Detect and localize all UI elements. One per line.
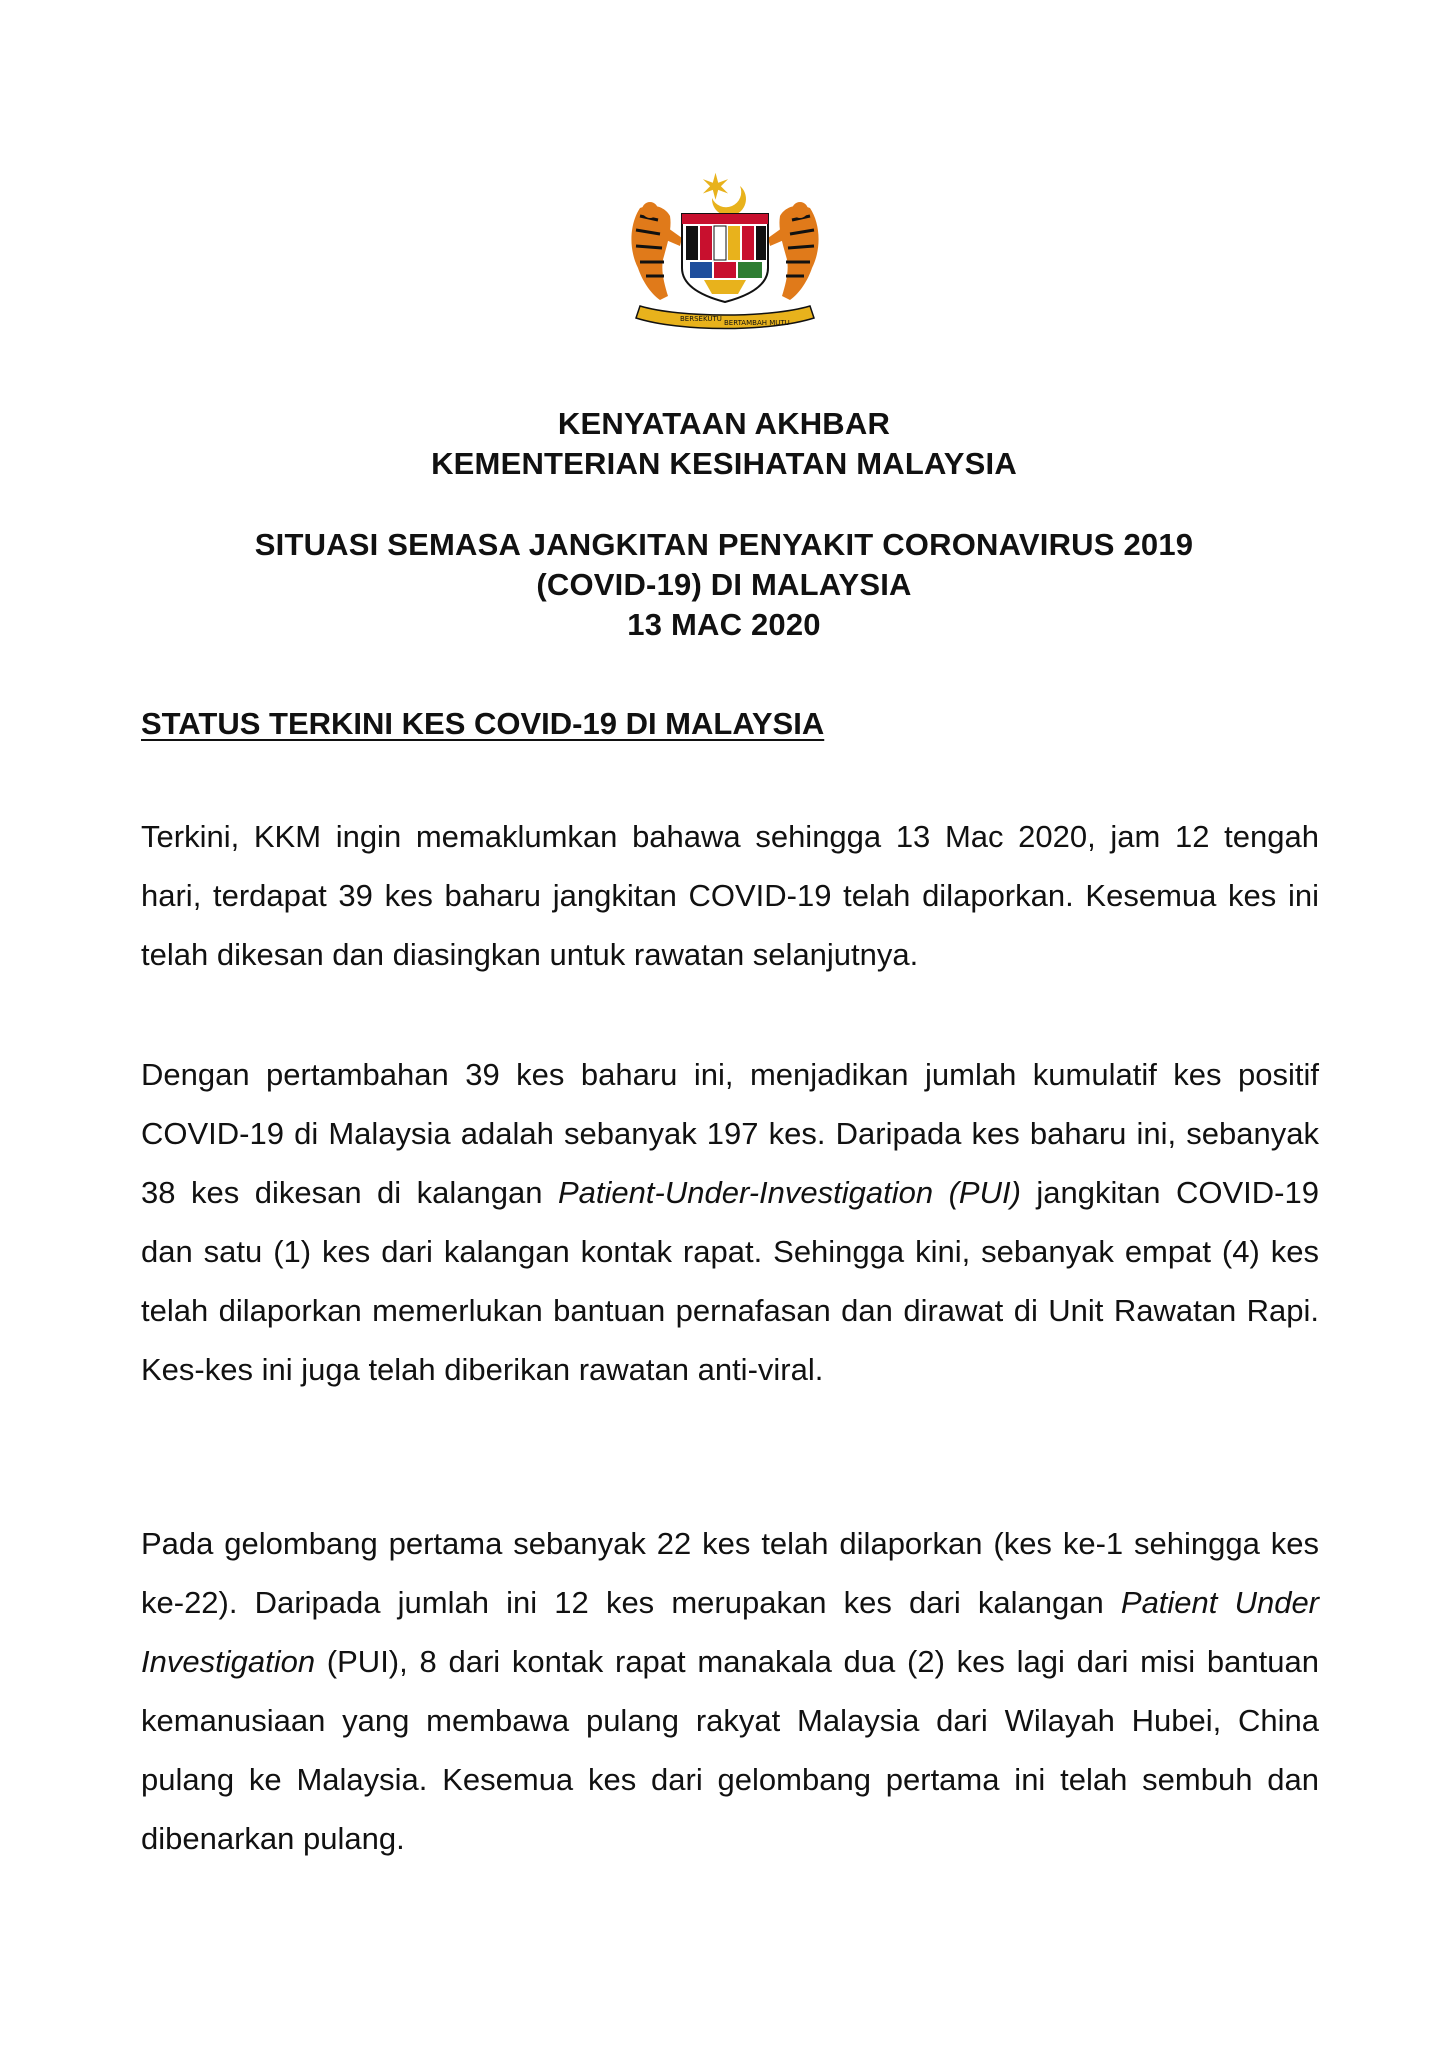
svg-text:BERSEKUTU: BERSEKUTU — [680, 315, 722, 323]
title-date: 13 MAC 2020 — [627, 607, 821, 642]
title-line-2: (COVID-19) DI MALAYSIA — [536, 567, 912, 602]
header-line-1: KENYATAAN AKHBAR — [557, 406, 891, 441]
paragraph-2-emphasis: Patient-Under-Investigation (PUI) — [558, 1175, 1021, 1210]
press-release-header — [140, 404, 1308, 484]
section-heading: STATUS TERKINI KES COVID-19 DI MALAYSIA — [141, 706, 825, 741]
paragraph-3-emphasis: Patient Under Investigation — [141, 1585, 1320, 1679]
paragraph-3-text-b: (PUI), 8 dari kontak rapat manakala dua (2) kes lagi dari misi bantuan kemanusiaan yang membawa pulang rakyat Malaysia dari Wilayah Hubei, China pulang ke Malaysia. Kesemua kes dari gelombang pertama ini telah sembuh dan dibenarkan pulang. — [141, 1644, 1319, 1856]
left-tiger-icon — [631, 202, 682, 300]
paragraph-3 — [141, 1514, 1319, 1868]
shield-icon — [682, 214, 768, 302]
title-line-1: SITUASI SEMASA JANGKITAN PENYAKIT CORONAVIRUS 2019 — [254, 527, 1194, 562]
crescent-star-icon — [703, 173, 746, 216]
coat-of-arms-icon — [620, 168, 830, 338]
document-title — [140, 525, 1308, 645]
paragraph-1: Terkini, KKM ingin memaklumkan bahawa sehingga 13 Mac 2020, jam 12 tengah hari, terdapat 39 kes baharu jangkitan COVID-19 telah dilaporkan. Kesemua kes ini telah dikesan dan diasingkan untuk rawatan selanjutnya. — [141, 819, 1319, 972]
paragraph-2 — [141, 1045, 1319, 1399]
paragraph-2-text-a: Dengan pertambahan 39 kes baharu ini, menjadikan jumlah kumulatif kes positif COVID-19 di Malaysia adalah sebanyak 197 kes. Daripada kes baharu ini, sebanyak 38 kes dikesan di kalangan — [141, 1057, 1319, 1210]
svg-text:BERTAMBAH MUTU: BERTAMBAH MUTU — [724, 319, 790, 327]
motto-ribbon-icon — [636, 306, 814, 329]
paragraph-3-text-a: Pada gelombang pertama sebanyak 22 kes telah dilaporkan (kes ke-1 sehingga kes ke-22). Daripada jumlah ini 12 kes merupakan kes dari kalangan — [141, 1526, 1319, 1620]
paragraph-2-text-b: jangkitan COVID-19 dan satu (1) kes dari kalangan kontak rapat. Sehingga kini, sebanyak empat (4) kes telah dilaporkan memerlukan bantuan pernafasan dan dirawat di Unit Rawatan Rapi. Kes-kes ini juga telah diberikan rawatan anti-viral. — [141, 1175, 1319, 1387]
header-line-2: KEMENTERIAN KESIHATAN MALAYSIA — [431, 446, 1017, 481]
right-tiger-icon — [768, 202, 819, 300]
